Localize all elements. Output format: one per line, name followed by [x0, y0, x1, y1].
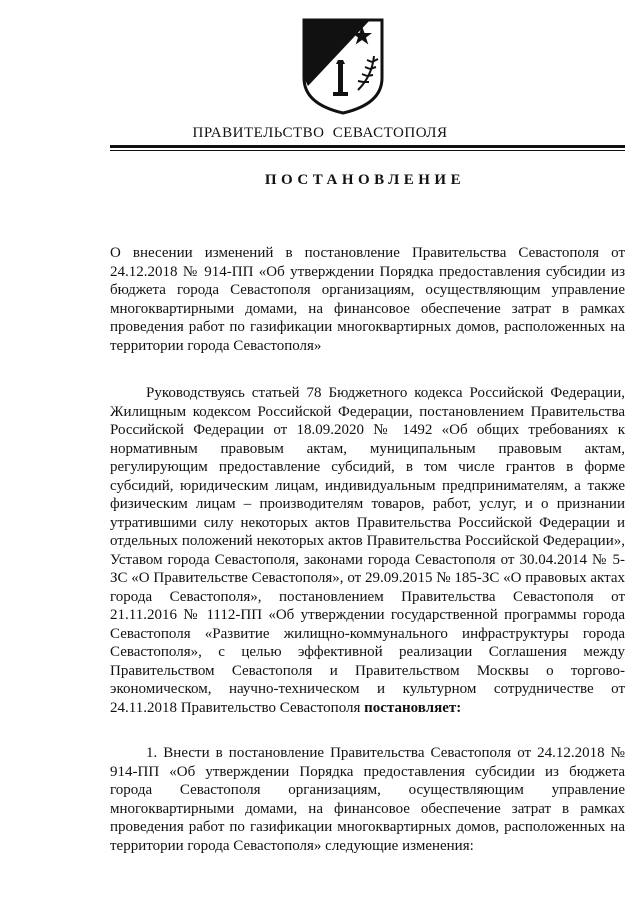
- legal-basis-paragraph: [110, 384, 625, 717]
- resolves-word: постановляет:: [364, 699, 462, 716]
- resolution-title: О внесении изменений в постановление Правительства Севастополя от 24.12.2018 № 914-ПП «Об утверждении Порядка предоставления субсидии из бюджета города Севастополя организациям, осуществляющим управление многоквартирными домами, на финансовое обеспечение затрат в рамках проведения работ по газификации многоквартирных домов, расположенных на территории города Севастополя»: [110, 245, 625, 354]
- header-divider-thick: [110, 145, 625, 148]
- item-1-paragraph: 1. Внести в постановление Правительства Севастополя от 24.12.2018 № 914-ПП «Об утверждении Порядка предоставления субсидии из бюджета города Севастополя организациям, осуществляющим управление многоквартирными домами, на финансовое обеспечение затрат в рамках проведения работ по газификации многоквартирных домов, расположенных на территории города Севастополя» следующие изменения:: [110, 745, 625, 854]
- legal-basis-text: Руководствуясь статьей 78 Бюджетного кодекса Российской Федерации, Жилищным кодексом Российской Федерации, постановлением Правительства Российской Федерации от 18.09.2020 № 1492 «Об общих требованиях к нормативным правовым актам, муниципальным правовым актам, регулирующим предоставление субсидий, в том числе грантов в форме субсидий, юридическим лицам, индивидуальным предпринимателям, а также физическим лицам – производителям товаров, работ, услуг, и о признании утратившими силу некоторых актов Правительства Российской Федерации и отдельных положений некоторых актов Правительства Российской Федерации», Уставом города Севастополя, законами города Севастополя от 30.04.2014 № 5-ЗС «О Правительстве Севастополя», от 29.09.2015 № 185-ЗС «О правовых актах города Севастополя», постановлением Правительства Севастополя от 21.11.2016 № 1112-ПП «Об утверждении государственной программы города Севастополя «Развитие жилищно-коммунального инфраструктуры города Севастополя», с целью эффективной реализации Соглашения между Правительством Севастополя и Правительством Москвы о торгово-экономическом, научно-техническом и культурном сотрудничестве от 24.11.2018 Правительство Севастополя: [110, 385, 625, 716]
- header-divider-thin: [110, 150, 625, 151]
- government-name: ПРАВИТЕЛЬСТВО СЕВАСТОПОЛЯ: [192, 125, 448, 141]
- document-type: ПОСТАНОВЛЕНИЕ: [264, 172, 466, 188]
- sevastopol-coat-of-arms-icon: [300, 16, 386, 116]
